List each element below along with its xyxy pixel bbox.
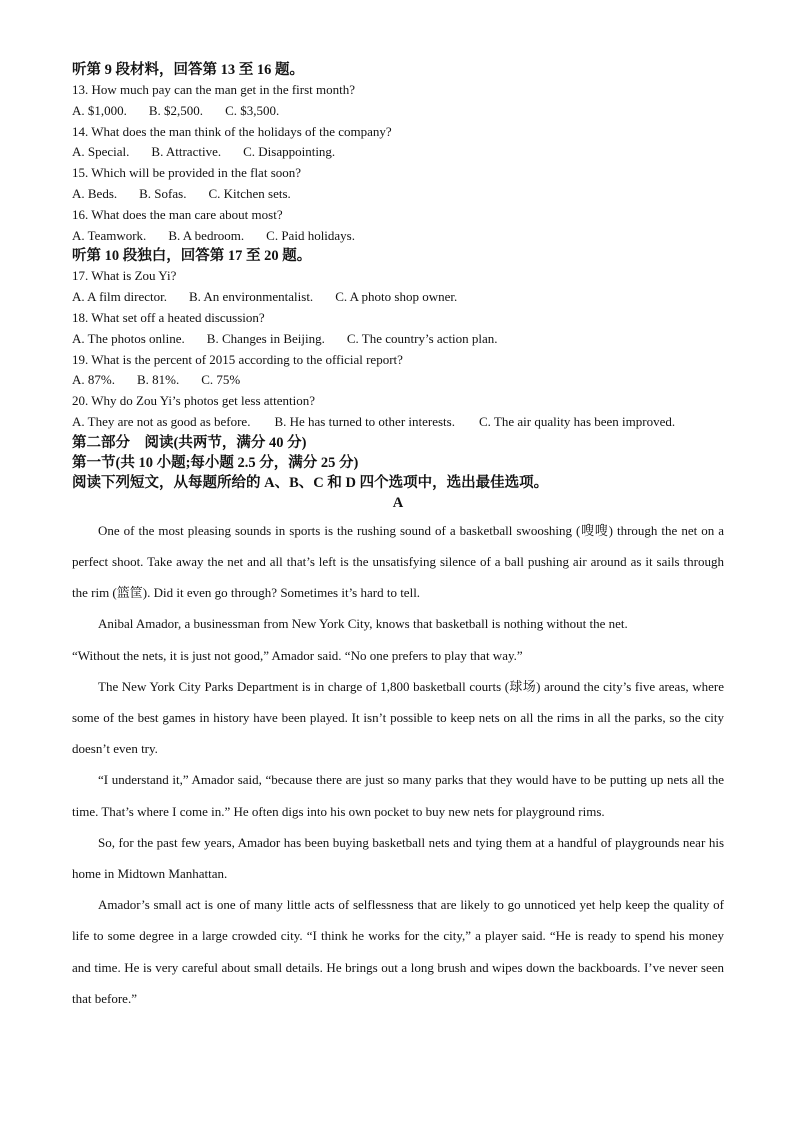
passage-label: A xyxy=(392,494,404,511)
option-a: A. 87%. xyxy=(72,372,115,388)
option-b: B. Attractive. xyxy=(151,144,222,160)
part2-heading: 第二部分 阅读(共两节，满分 40 分) xyxy=(72,434,307,451)
option-c: C. A photo shop owner. xyxy=(335,289,458,305)
section10-heading: 听第 10 段独白，回答第 17 至 20 题。 xyxy=(72,248,312,265)
option-c: C. 75% xyxy=(201,372,241,388)
question-options xyxy=(72,412,724,433)
question-options xyxy=(72,226,724,247)
question-15 xyxy=(72,163,724,205)
option-a: A. Special. xyxy=(72,144,130,160)
part2-subheading: 第一节(共 10 小题;每小题 2.5 分，满分 25 分) xyxy=(72,454,359,471)
section9-heading: 听第 9 段材料，回答第 13 至 16 题。 xyxy=(72,62,304,78)
option-c: C. $3,500. xyxy=(225,102,280,118)
option-a: A. They are not as good as before. xyxy=(72,413,251,429)
passage-paragraph: Amador’s small act is one of many little acts of selflessness that are likely to go unnoticed yet help keep the quality of life to some degree in a large crowded city. “I think he works for the city,” a player said. “He is ready to spend his money and time. He is very careful about small details. He brings out a long brush and wipes down the backboards. I’ve never seen that before.” xyxy=(72,897,724,1006)
part2-instruction: 阅读下列短文，从每题所给的 A、B、C 和 D 四个选项中，选出最佳选项。 xyxy=(72,474,549,491)
question-options xyxy=(72,142,724,163)
option-b: B. He has turned to other interests. xyxy=(274,413,455,429)
option-b: B. A bedroom. xyxy=(168,227,245,243)
option-b: B. Sofas. xyxy=(139,185,187,201)
option-b: B. Changes in Beijing. xyxy=(206,330,325,346)
option-c: C. The air quality has been improved. xyxy=(478,413,676,429)
question-18 xyxy=(72,308,724,350)
question-text: 16. What does the man care about most? xyxy=(72,206,283,222)
question-text: 13. How much pay can the man get in the first month? xyxy=(72,82,356,97)
question-19 xyxy=(72,350,724,392)
passage-paragraph: “Without the nets, it is just not good,” Amador said. “No one prefers to play that way.” xyxy=(72,647,523,663)
question-text: 17. What is Zou Yi? xyxy=(72,268,177,284)
question-17 xyxy=(72,266,724,308)
option-a: A. $1,000. xyxy=(72,102,127,118)
option-a: A. Teamwork. xyxy=(72,227,147,243)
question-text: 18. What set off a heated discussion? xyxy=(72,309,265,325)
question-text: 19. What is the percent of 2015 according to the official report? xyxy=(72,351,403,367)
question-options xyxy=(72,370,724,391)
option-b: B. 81%. xyxy=(136,372,180,388)
option-c: C. The country’s action plan. xyxy=(346,330,498,346)
option-c: C. Disappointing. xyxy=(243,144,336,160)
passage-paragraph: So, for the past few years, Amador has been buying basketball nets and tying them at a handful of playgrounds near his home in Midtown Manhattan. xyxy=(72,834,724,881)
passage-paragraph: Anibal Amador, a businessman from New York City, knows that basketball is nothing without the net. xyxy=(98,616,628,632)
question-13 xyxy=(72,80,724,122)
option-a: A. The photos online. xyxy=(72,330,185,346)
exam-page xyxy=(72,60,724,1014)
question-options xyxy=(72,287,724,308)
question-20 xyxy=(72,391,724,433)
passage-paragraph: The New York City Parks Department is in charge of 1,800 basketball courts (球场) around the city’s five areas, where some of the best games in history have been played. It isn’t possible to keep nets on all the rims in all the parks, so the city doesn’t even try. xyxy=(72,678,724,757)
option-c: C. Paid holidays. xyxy=(266,227,355,243)
option-a: A. Beds. xyxy=(72,185,118,201)
question-text: 20. Why do Zou Yi’s photos get less attention? xyxy=(72,393,316,409)
passage-paragraph: “I understand it,” Amador said, “because there are just so many parks that they would have to be putting up nets all the time. That’s where I come in.” He often digs into his own pocket to buy new nets for playground rims. xyxy=(72,772,724,819)
option-b: B. An environmentalist. xyxy=(188,289,314,305)
question-options xyxy=(72,184,724,205)
question-14 xyxy=(72,122,724,164)
passage-a xyxy=(72,515,724,1014)
question-16 xyxy=(72,205,724,247)
option-b: B. $2,500. xyxy=(148,102,204,118)
option-c: C. Kitchen sets. xyxy=(208,185,291,201)
question-options xyxy=(72,329,724,350)
option-a: A. A film director. xyxy=(72,289,167,305)
question-options xyxy=(72,101,724,122)
question-text: 14. What does the man think of the holidays of the company? xyxy=(72,123,392,139)
question-text: 15. Which will be provided in the flat soon? xyxy=(72,165,302,181)
passage-paragraph: One of the most pleasing sounds in sports is the rushing sound of a basketball swooshing (嗖嗖) through the net on a perfect shoot. Take away the net and all that’s left is the unsatisfying silence of a ball pushing air around as it sails through the rim (篮筐). Did it even go through? Sometimes it’s hard to tell. xyxy=(72,522,724,601)
